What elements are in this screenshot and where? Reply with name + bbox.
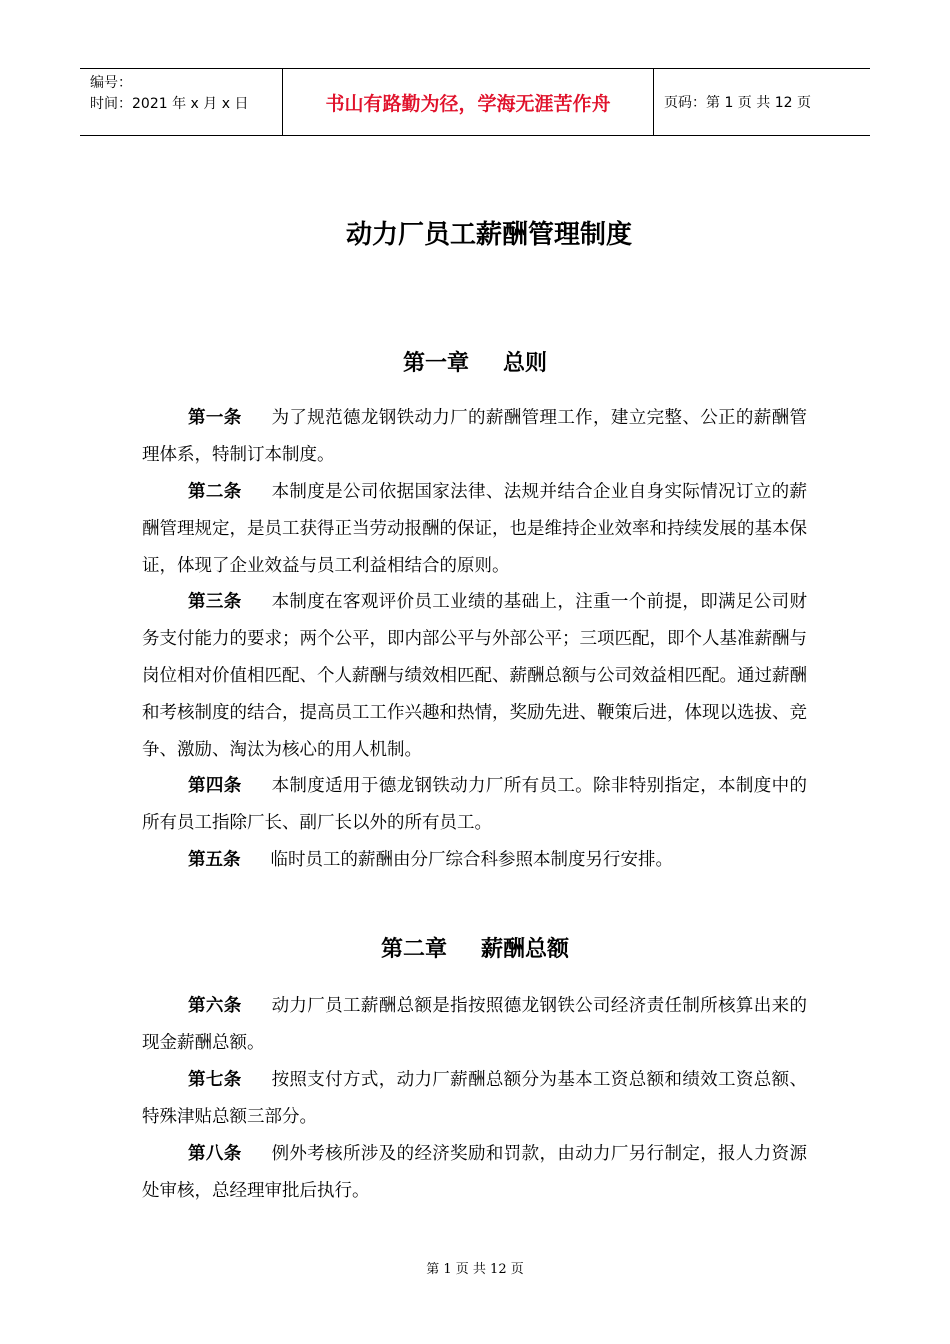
article-label: 第七条 <box>188 1070 242 1090</box>
article <box>142 1136 807 1210</box>
article-label: 第一条 <box>188 408 242 428</box>
article-label: 第二条 <box>188 482 242 502</box>
article <box>142 768 807 842</box>
article <box>142 400 807 474</box>
article-label: 第四条 <box>188 776 242 796</box>
header-motto: 书山有路勤为径，学海无涯苦作舟 <box>282 69 654 135</box>
article-label: 第八条 <box>188 1144 242 1164</box>
chapter-heading <box>0 346 950 377</box>
article-label: 第五条 <box>188 850 241 870</box>
page-footer: 第 1 页 共 12 页 <box>426 1262 524 1277</box>
article-text: 临时员工的薪酬由分厂综合科参照本制度另行安排。 <box>270 850 673 870</box>
article-text: 为了规范德龙钢铁动力厂的薪酬管理工作，建立完整、公正的薪酬管理体系，特制订本制度。 <box>142 408 807 465</box>
article-text: 例外考核所涉及的经济奖励和罚款，由动力厂另行制定，报人力资源处审核，总经理审批后执行。 <box>142 1144 807 1201</box>
document-title: 动力厂员工薪酬管理制度 <box>345 220 632 250</box>
article-text: 本制度在客观评价员工业绩的基础上，注重一个前提，即满足公司财务支付能力的要求；两个公平，即内部公平与外部公平；三项匹配，即个人基准薪酬与岗位相对价值相匹配、个人薪酬与绩效相匹配、薪酬总额与公司效益相匹配。通过薪酬和考核制度的结合，提高员工工作兴趣和热情，奖励先进、鞭策后进，体现以选拔、竞争、激励、淘汰为核心的用人机制。 <box>142 592 807 760</box>
chapter-number: 第一章 <box>402 351 469 376</box>
chapter-number: 第二章 <box>380 937 447 962</box>
chapter-name: 总则 <box>503 351 548 376</box>
article <box>142 842 807 879</box>
time-label: 时间：2021 年 x 月 x 日 <box>90 96 249 112</box>
article-label: 第三条 <box>188 592 242 612</box>
number-label: 编号： <box>90 75 132 91</box>
article <box>142 988 807 1062</box>
header-page-info: 页码：第 1 页 共 12 页 <box>664 95 811 111</box>
article-text: 本制度是公司依据国家法律、法规并结合企业自身实际情况订立的薪酬管理规定，是员工获得正当劳动报酬的保证，也是维持企业效率和持续发展的基本保证，体现了企业效益与员工利益相结合的原则。 <box>142 482 807 576</box>
chapter-heading <box>0 932 950 963</box>
article <box>142 474 807 585</box>
article-text: 动力厂员工薪酬总额是指按照德龙钢铁公司经济责任制所核算出来的现金薪酬总额。 <box>142 996 807 1053</box>
page-header <box>80 68 870 136</box>
article <box>142 584 807 769</box>
chapter-name: 薪酬总额 <box>481 937 570 962</box>
header-left <box>80 69 282 135</box>
article-text: 按照支付方式，动力厂薪酬总额分为基本工资总额和绩效工资总额、特殊津贴总额三部分。 <box>142 1070 807 1127</box>
article-label: 第六条 <box>188 996 242 1016</box>
article <box>142 1062 807 1136</box>
article-text: 本制度适用于德龙钢铁动力厂所有员工。除非特别指定，本制度中的所有员工指除厂长、副厂长以外的所有员工。 <box>142 776 807 833</box>
